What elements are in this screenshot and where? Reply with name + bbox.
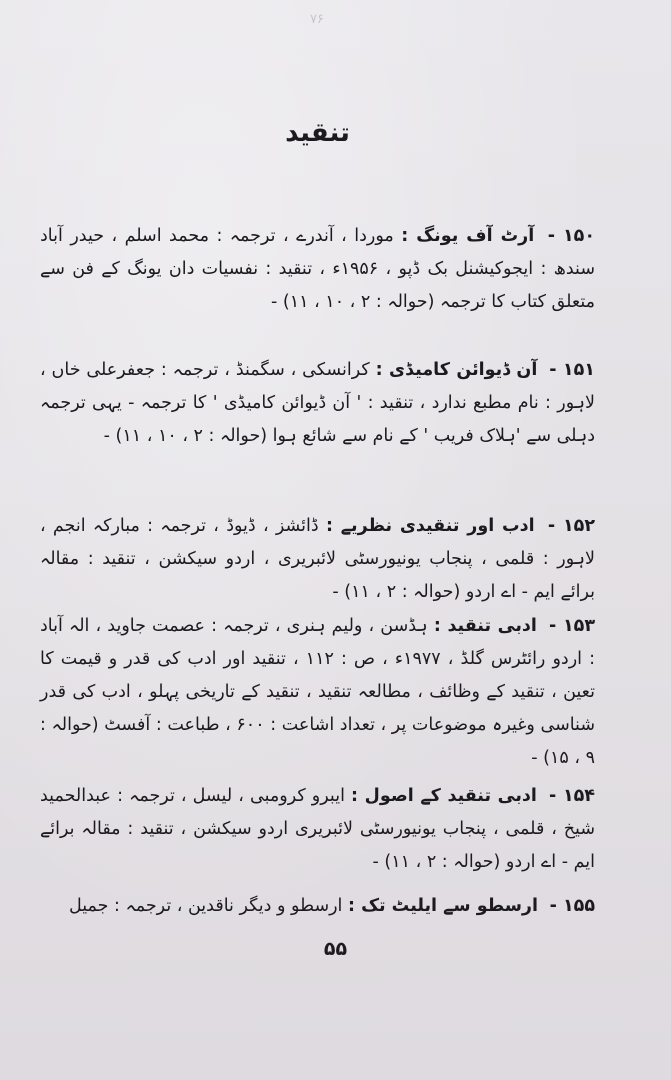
entry-body: ہڈسن ، ولیم ہنری ، ترجمہ : عصمت جاوید ، الہ آباد : اردو رائٹرس گلڈ ، ۱۹۷۷ء ، ص : ۱۱۲ ، تنقید اور ادب کی قدر و قیمت کا تعین ، تنقید کے وظائف ، مطالعہ تنقید ، تنقید کے تاریخی پہلو ، ادب کی قدر شناسی وغیرہ موضوعات پر ، تعداد اشاعت : ۶۰۰ ، طباعت : آفسٹ (حوالہ : ۹ ، ۱۵) -	[40, 616, 596, 768]
entry-number: ۱۵۵ -	[549, 896, 595, 916]
entry-body: ایبرو کرومبی ، لیسل ، ترجمہ : عبدالحمید شیخ ، قلمی ، پنجاب یونیورسٹی لائبریری اردو سیکشن ، تنقید : مقالہ برائے ایم - اے اردو (حوالہ : ۲ ، ۱۱) -	[40, 786, 595, 872]
entry-body: موردا ، آندرے ، ترجمہ : محمد اسلم ، حیدر آباد سندھ : ایجوکیشنل بک ڈپو ، ۱۹۵۶ء ، تنقید : نفسیات دان یونگ کے فن سے متعلق کتاب کا ترجمہ (حوالہ : ۲ ، ۱۰ ، ۱۱) -	[40, 226, 595, 312]
entry-152	[40, 510, 595, 609]
entry-154	[40, 780, 595, 879]
entry-title: ادبی تنقید :	[433, 616, 537, 636]
entry-151	[40, 354, 595, 453]
entry-title: ادبی تنقید کے اصول :	[351, 786, 537, 806]
entry-150	[40, 220, 595, 319]
entry-number: ۱۵۴ -	[549, 786, 595, 806]
entry-153	[40, 610, 595, 775]
entry-title: آن ڈیوائن کامیڈی :	[375, 360, 538, 380]
entry-body: کرانسکی ، سگمنڈ ، ترجمہ : جعفرعلی خاں ، لاہور : نام مطبع ندارد ، تنقید : ' آن ڈیوائن کامیڈی ' کا ترجمہ - یہی ترجمہ دہلی سے 'ہلاک فریب ' کے نام سے شائع ہوا (حوالہ : ۲ ، ۱۰ ، ۱۱) -	[40, 360, 595, 446]
entry-number: ۱۵۰ -	[547, 226, 596, 246]
entry-body: ارسطو و دیگر ناقدین ، ترجمہ : جمیل	[69, 896, 343, 916]
entry-title: آرٹ آف یونگ :	[401, 226, 535, 246]
entry-body: ڈائشز ، ڈیوڈ ، ترجمہ : مبارکہ انجم ، لاہور : قلمی ، پنجاب یونیورسٹی لائبریری ، اردو سیکشن ، تنقید : مقالہ برائے ایم - اے اردو (حوالہ : ۲ ، ۱۱) -	[40, 516, 595, 602]
entry-title: ادب اور تنقیدی نظریے :	[325, 516, 535, 536]
entry-number: ۱۵۳ -	[549, 616, 595, 636]
section-heading: تنقید	[285, 118, 350, 148]
bleed-through-page-number: ۷۶	[310, 12, 324, 27]
page-number: ۵۵	[323, 938, 348, 960]
entry-title: ارسطو سے ایلیٹ تک :	[348, 896, 539, 916]
entry-number: ۱۵۱ -	[549, 360, 595, 380]
entry-155	[40, 890, 595, 923]
entry-number: ۱۵۲ -	[547, 516, 595, 536]
